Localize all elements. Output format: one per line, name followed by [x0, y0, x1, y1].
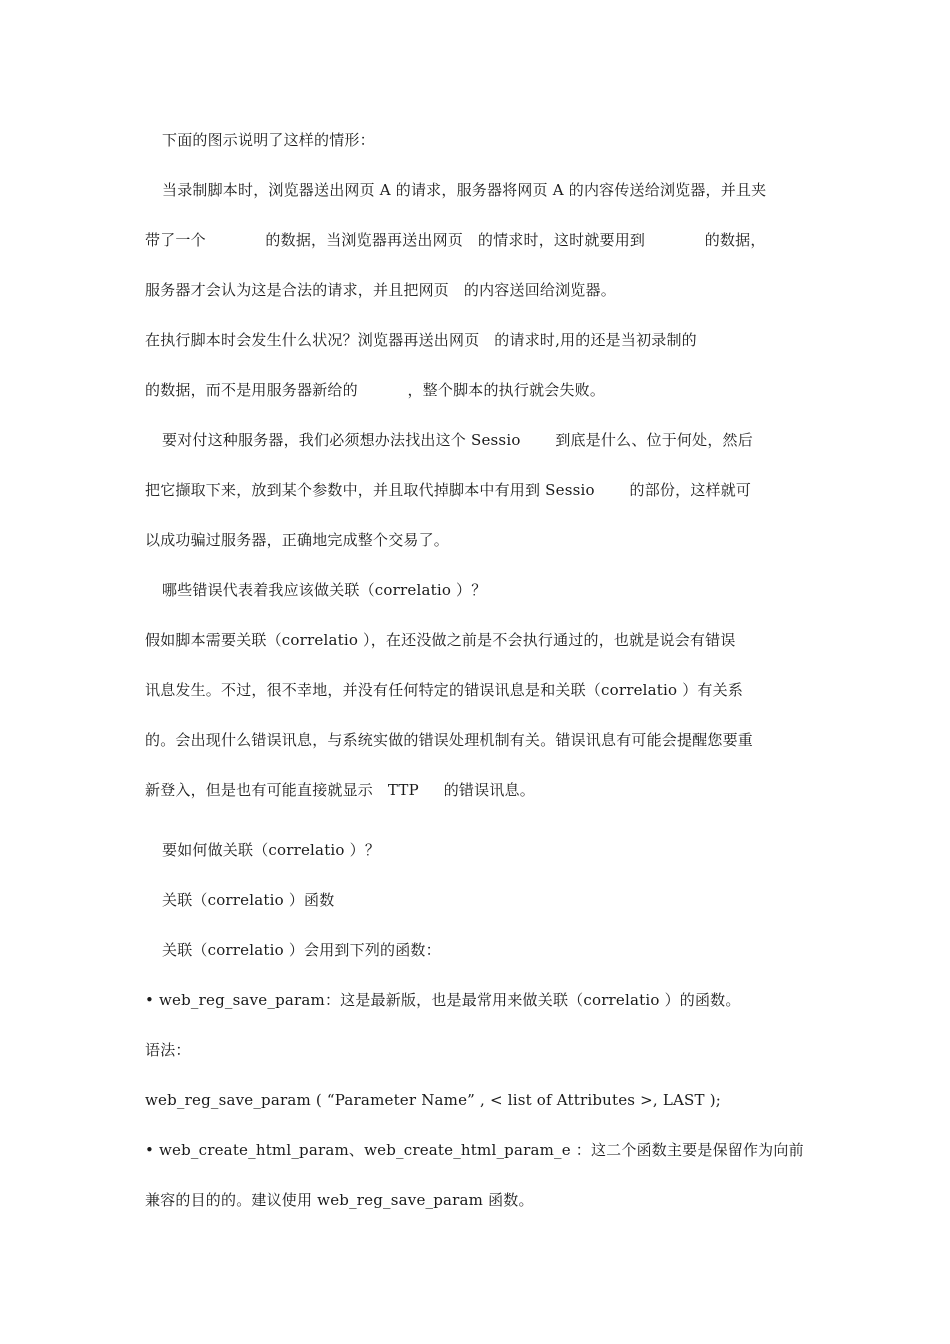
paragraph-line: 讯息发生。不过，很不幸地，并没有任何特定的错误讯息是和关联（correlatio ）有关系	[145, 681, 744, 699]
paragraph-line: 要对付这种服务器，我们必须想办法找出这个 Sessio 到底是什么、位于何处，然后	[162, 431, 753, 449]
paragraph-line: 当录制脚本时，浏览器送出网页 A 的请求，服务器将网页 A 的内容传送给浏览器，并且夹	[162, 181, 767, 199]
paragraph-line: 语法：	[145, 1041, 191, 1059]
section-heading: 要如何做关联（correlatio ）？	[162, 841, 381, 859]
bullet-item: • web_create_html_param、web_create_html_param_e ：这二个函数主要是保留作为向前	[145, 1141, 804, 1159]
paragraph-line: 服务器才会认为这是合法的请求，并且把网页 的内容送回给浏览器。	[145, 281, 616, 299]
paragraph-line: 假如脚本需要关联（correlatio ），在还没做之前是不会执行通过的，也就是说会有错误	[145, 631, 736, 649]
paragraph-line: 以成功骗过服务器，正确地完成整个交易了。	[145, 531, 450, 549]
paragraph-line: 在执行脚本时会发生什么状况？浏览器再送出网页 的请求时,用的还是当初录制的	[145, 331, 697, 349]
paragraph-line: 兼容的目的的。建议使用 web_reg_save_param 函数。	[145, 1191, 534, 1209]
paragraph-line: 带了一个 的数据，当浏览器再送出网页 的情求时，这时就要用到 的数据，	[145, 231, 766, 249]
paragraph-line: 新登入，但是也有可能直接就显示 TTP 的错误讯息。	[145, 781, 535, 799]
bullet-item: • web_reg_save_param：这是最新版，也是最常用来做关联（correlatio ）的函数。	[145, 991, 741, 1009]
paragraph-line: 下面的图示说明了这样的情形：	[162, 131, 375, 149]
paragraph-line: 的数据，而不是用服务器新给的 ，整个脚本的执行就会失败。	[145, 381, 606, 399]
section-heading: 哪些错误代表着我应该做关联（correlatio ）？	[162, 581, 487, 599]
paragraph-line: 关联（correlatio ）会用到下列的函数：	[162, 941, 441, 959]
section-heading: 关联（correlatio ）函数	[162, 891, 335, 909]
paragraph-line: 的。会出现什么错误讯息，与系统实做的错误处理机制有关。错误讯息有可能会提醒您要重	[145, 731, 754, 749]
code-line: web_reg_save_param ( “Parameter Name” , < list of Attributes >, LAST );	[145, 1091, 722, 1109]
paragraph-line: 把它撷取下来，放到某个参数中，并且取代掉脚本中有用到 Sessio 的部份，这样就可	[145, 481, 752, 499]
